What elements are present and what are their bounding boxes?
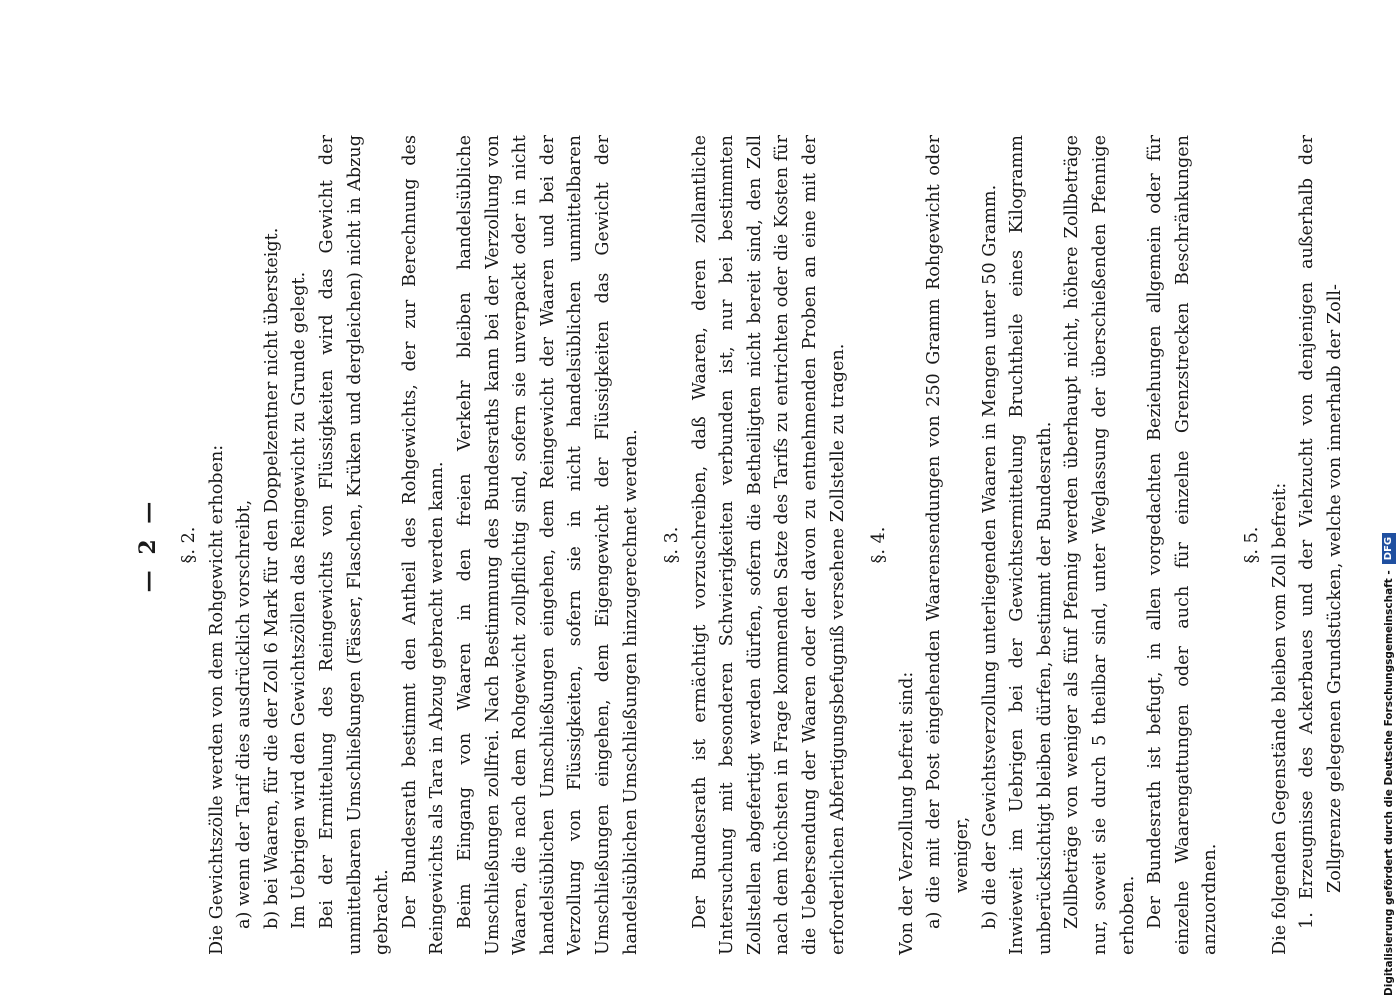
- section-4-heading: §. 4.: [869, 526, 890, 564]
- section-4-item-a: a) die mit der Post eingehenden Waarensendungen von 250 Gramm Rohgewicht oder weniger,: [924, 135, 973, 929]
- section-2-heading: §. 2.: [179, 526, 199, 564]
- section-5-heading: §. 5.: [1241, 526, 1262, 564]
- section-2-paragraph-1: Im Uebrigen wird den Gewichtszöllen das Reingewicht zu Grunde gelegt.: [289, 271, 310, 929]
- section-2-item-a: a) wenn der Tarif dies ausdrücklich vorschreibt,: [234, 499, 255, 929]
- section-4-item-b: b) die der Gewichtsverzollung unterliegenden Waaren in Mengen unter 50 Gramm.: [979, 184, 1000, 929]
- dfg-logo-icon: DFG: [1382, 533, 1396, 564]
- section-2-paragraph-3: Der Bundesrath bestimmt den Antheil des Rohgewichts, der zur Berechnung des Reingewichts als Tara in Abzug gebracht werden kann.: [399, 135, 448, 955]
- section-3-heading: §. 3.: [662, 526, 683, 564]
- section-2-paragraph-2: Bei der Ermittelung des Reingewichts von Flüssigkeiten wird das Gewicht der unmittelbaren Umschließungen (Fässer, Flaschen, Krüken und dergleichen) nicht in Abzug gebracht.: [316, 135, 393, 955]
- document-body: [176, 135, 1349, 955]
- section-3-paragraph-1: Der Bundesrath ist ermächtigt vorzuschreiben, daß Waaren, deren zollamtliche Untersuchung mit besonderen Schwierigkeiten verbunden ist, nur bei bestimmten Zollstellen abgefertigt werden dürfen, sofern die Betheiligten nicht bereit sind, den Zoll nach dem höchsten in Frage kommenden Satze des Tarifs zu entrichten oder die Kosten für die Uebersendung der Waaren oder der davon zu entnehmenden Proben an eine mit der erforderlichen Abfertigungsbefugniß versehene Zollstelle zu tragen.: [689, 135, 848, 955]
- section-2-intro: Die Gewichtszölle werden von dem Rohgewicht erhoben:: [206, 444, 227, 955]
- section-5-item-1: 1. Erzeugnisse des Ackerbaues und der Viehzucht von denjenigen außerhalb der Zollgrenze gelegenen Grundstücken, welche von innerhalb der Zoll-: [1297, 135, 1345, 929]
- rotated-document-page: [120, 135, 1345, 955]
- section-5-intro: Die folgenden Gegenstände bleiben vom Zoll befreit:: [1269, 482, 1290, 955]
- section-2-paragraph-4: Beim Eingang von Waaren in den freien Verkehr bleiben handelsübliche Umschließungen zollfrei. Nach Bestimmung des Bundesraths kann bei der Verzollung von Waaren, die nach dem Rohgewicht zollpflichtig sind, sofern sie unverpackt oder in nicht handelsüblichen Umschließungen eingehen, dem Reingewicht der Waaren und bei der Verzollung von Flüssigkeiten, sofern sie in nicht handelsüblichen unmittelbaren Umschließungen eingehen, dem Eigengewicht der Flüssigkeiten das Gewicht der handelsüblichen Umschließungen hinzugerechnet werden.: [454, 135, 641, 955]
- section-4-paragraph-3: Der Bundesrath ist befugt, in allen vorgedachten Beziehungen allgemein oder für einzelne Waarengattungen oder auch für einzelne Grenzstrecken Beschränkungen anzuordnen.: [1145, 135, 1221, 955]
- digitization-credit: [1382, 533, 1396, 996]
- page-number: — 2 —: [135, 497, 161, 593]
- section-4-paragraph-1: Inwieweit im Uebrigen bei der Gewichtsermittelung Bruchtheile eines Kilogramm unberücksichtigt bleiben dürfen, bestimmt der Bundesrath.: [1007, 135, 1055, 955]
- digitization-note: Digitalisierung gefördert durch die Deutsche Forschungsgemeinschaft -: [1383, 570, 1395, 996]
- section-4-paragraph-2: Zollbeträge von weniger als fünf Pfennig werden überhaupt nicht, höhere Zollbeträge nur, soweit sie durch 5 theilbar sind, unter Weglassung der überschießenden Pfennige erhoben.: [1062, 135, 1138, 955]
- section-4-intro: Von der Verzollung befreit sind:: [896, 671, 917, 955]
- section-2-item-b: b) bei Waaren, für die der Zoll 6 Mark für den Doppelzentner nicht übersteigt.: [261, 227, 282, 929]
